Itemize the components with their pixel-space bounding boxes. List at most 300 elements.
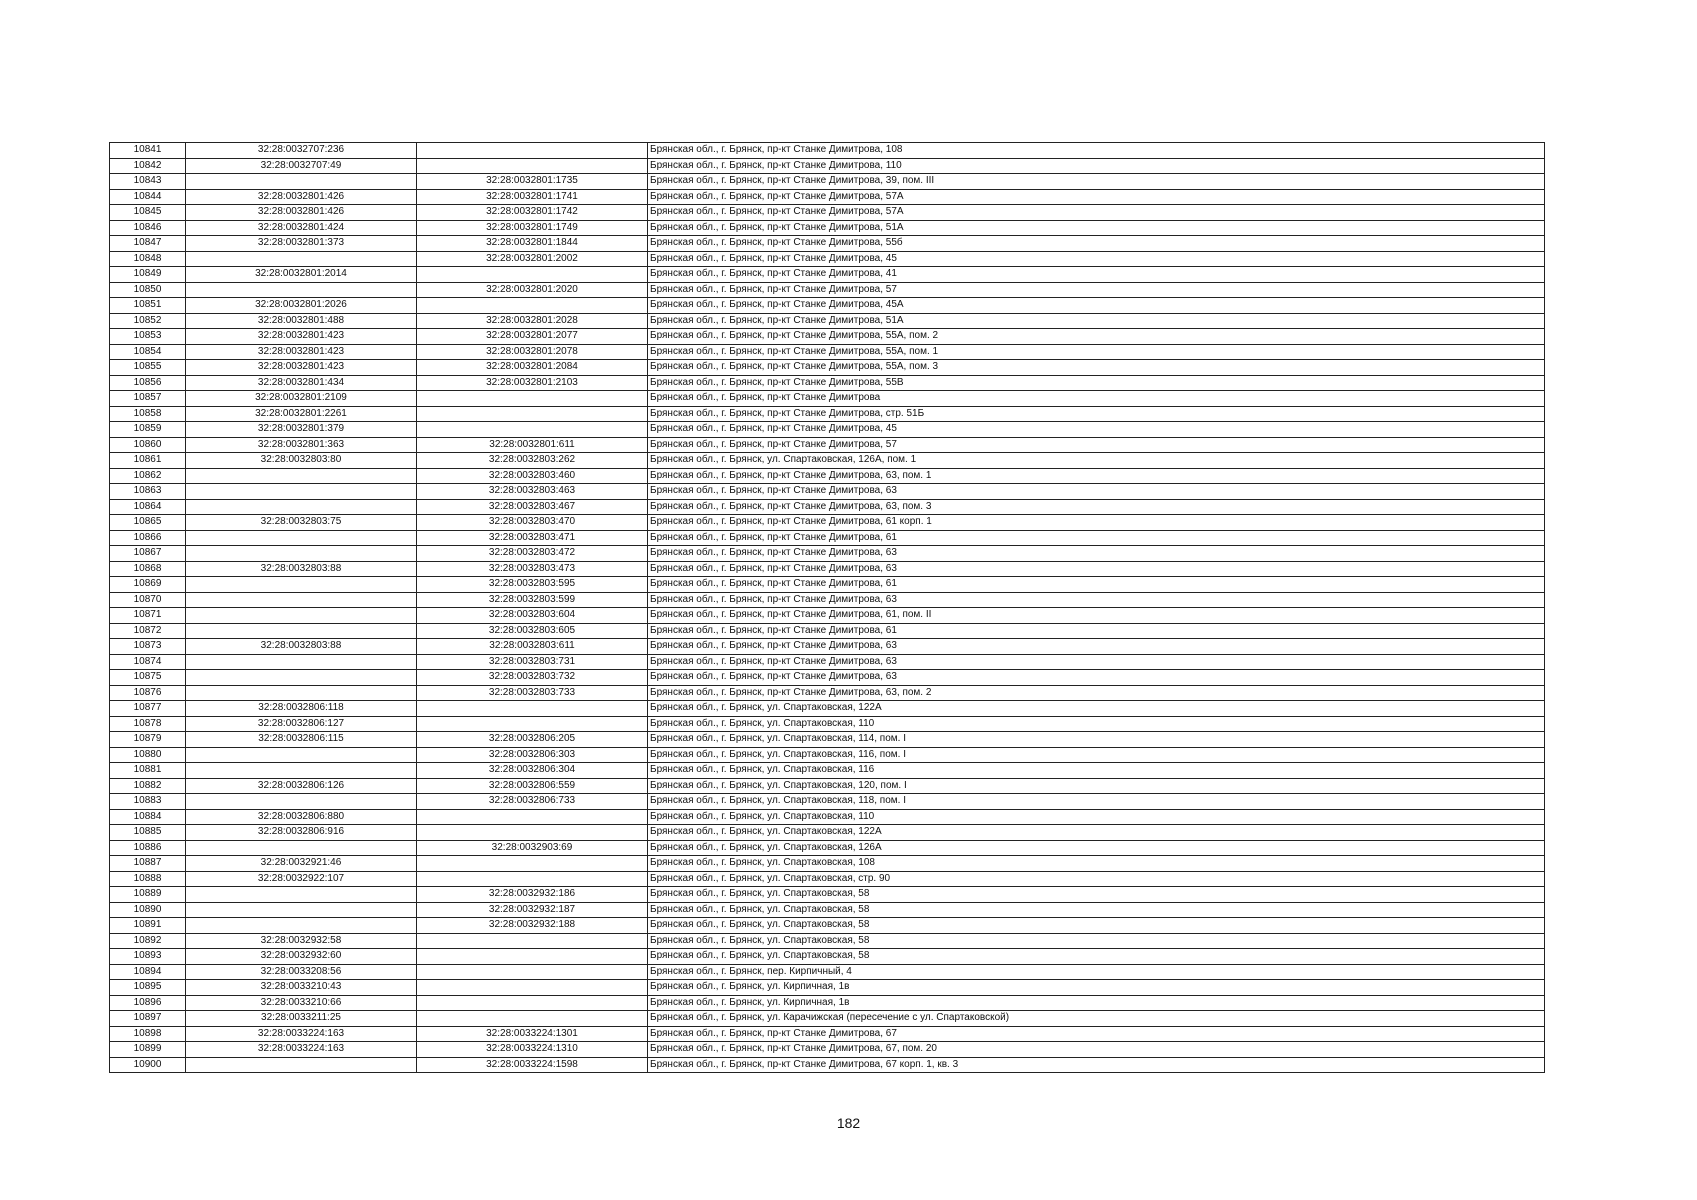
object-cadastral-number-cell: 32:28:0032801:1844 [417, 236, 648, 252]
address-cell: Брянская обл., г. Брянск, пр-кт Станке Димитрова, 51А [648, 313, 1545, 329]
land-cadastral-number-cell [186, 251, 417, 267]
row-number-cell: 10853 [110, 329, 186, 345]
object-cadastral-number-cell: 32:28:0032803:599 [417, 592, 648, 608]
row-number-cell: 10888 [110, 871, 186, 887]
address-cell: Брянская обл., г. Брянск, пр-кт Станке Димитрова, 55А, пом. 3 [648, 360, 1545, 376]
table-row [110, 515, 1545, 531]
address-cell: Брянская обл., г. Брянск, пр-кт Станке Димитрова, 63, пом. 1 [648, 468, 1545, 484]
object-cadastral-number-cell [417, 856, 648, 872]
row-number-cell: 10854 [110, 344, 186, 360]
row-number-cell: 10875 [110, 670, 186, 686]
address-cell: Брянская обл., г. Брянск, пр-кт Станке Димитрова, 63 [648, 546, 1545, 562]
row-number-cell: 10882 [110, 778, 186, 794]
land-cadastral-number-cell [186, 685, 417, 701]
row-number-cell: 10872 [110, 623, 186, 639]
address-cell: Брянская обл., г. Брянск, ул. Спартаковская, 122А [648, 701, 1545, 717]
land-cadastral-number-cell: 32:28:0032801:423 [186, 344, 417, 360]
table-row [110, 856, 1545, 872]
registry-table-body [110, 143, 1545, 1073]
land-cadastral-number-cell: 32:28:0032803:88 [186, 561, 417, 577]
table-row [110, 778, 1545, 794]
object-cadastral-number-cell [417, 995, 648, 1011]
row-number-cell: 10891 [110, 918, 186, 934]
object-cadastral-number-cell: 32:28:0032801:2002 [417, 251, 648, 267]
row-number-cell: 10843 [110, 174, 186, 190]
object-cadastral-number-cell [417, 422, 648, 438]
table-row [110, 437, 1545, 453]
row-number-cell: 10876 [110, 685, 186, 701]
object-cadastral-number-cell: 32:28:0032801:2028 [417, 313, 648, 329]
address-cell: Брянская обл., г. Брянск, пр-кт Станке Димитрова, стр. 51Б [648, 406, 1545, 422]
table-row [110, 220, 1545, 236]
object-cadastral-number-cell: 32:28:0032806:205 [417, 732, 648, 748]
row-number-cell: 10847 [110, 236, 186, 252]
table-row [110, 375, 1545, 391]
table-row [110, 205, 1545, 221]
object-cadastral-number-cell: 32:28:0032803:731 [417, 654, 648, 670]
table-row [110, 825, 1545, 841]
object-cadastral-number-cell [417, 809, 648, 825]
table-row [110, 670, 1545, 686]
address-cell: Брянская обл., г. Брянск, ул. Карачижская (пересечение с ул. Спартаковской) [648, 1011, 1545, 1027]
object-cadastral-number-cell [417, 964, 648, 980]
table-row [110, 1026, 1545, 1042]
table-row [110, 716, 1545, 732]
table-row [110, 499, 1545, 515]
object-cadastral-number-cell: 32:28:0033224:1310 [417, 1042, 648, 1058]
land-cadastral-number-cell: 32:28:0032922:107 [186, 871, 417, 887]
table-row [110, 422, 1545, 438]
address-cell: Брянская обл., г. Брянск, пр-кт Станке Димитрова, 55А, пом. 1 [648, 344, 1545, 360]
land-cadastral-number-cell [186, 763, 417, 779]
row-number-cell: 10869 [110, 577, 186, 593]
address-cell: Брянская обл., г. Брянск, ул. Спартаковская, 110 [648, 716, 1545, 732]
row-number-cell: 10885 [110, 825, 186, 841]
object-cadastral-number-cell: 32:28:0032803:733 [417, 685, 648, 701]
object-cadastral-number-cell: 32:28:0032801:1742 [417, 205, 648, 221]
row-number-cell: 10844 [110, 189, 186, 205]
row-number-cell: 10848 [110, 251, 186, 267]
table-row [110, 623, 1545, 639]
table-row [110, 592, 1545, 608]
row-number-cell: 10846 [110, 220, 186, 236]
address-cell: Брянская обл., г. Брянск, ул. Спартаковская, 108 [648, 856, 1545, 872]
land-cadastral-number-cell: 32:28:0032801:2109 [186, 391, 417, 407]
object-cadastral-number-cell: 32:28:0032803:470 [417, 515, 648, 531]
row-number-cell: 10900 [110, 1057, 186, 1073]
land-cadastral-number-cell: 32:28:0033211:25 [186, 1011, 417, 1027]
row-number-cell: 10841 [110, 143, 186, 159]
row-number-cell: 10890 [110, 902, 186, 918]
object-cadastral-number-cell [417, 716, 648, 732]
object-cadastral-number-cell [417, 406, 648, 422]
table-row [110, 871, 1545, 887]
land-cadastral-number-cell: 32:28:0032801:426 [186, 205, 417, 221]
object-cadastral-number-cell: 32:28:0032801:1741 [417, 189, 648, 205]
table-row [110, 685, 1545, 701]
address-cell: Брянская обл., г. Брянск, ул. Спартаковская, 114, пом. I [648, 732, 1545, 748]
address-cell: Брянская обл., г. Брянск, пр-кт Станке Димитрова, 63 [648, 484, 1545, 500]
address-cell: Брянская обл., г. Брянск, пр-кт Станке Димитрова, 55В [648, 375, 1545, 391]
object-cadastral-number-cell: 32:28:0032801:2103 [417, 375, 648, 391]
address-cell: Брянская обл., г. Брянск, пр-кт Станке Димитрова, 63 [648, 561, 1545, 577]
object-cadastral-number-cell: 32:28:0033224:1301 [417, 1026, 648, 1042]
object-cadastral-number-cell: 32:28:0032806:303 [417, 747, 648, 763]
object-cadastral-number-cell: 32:28:0032803:595 [417, 577, 648, 593]
object-cadastral-number-cell: 32:28:0032803:473 [417, 561, 648, 577]
row-number-cell: 10884 [110, 809, 186, 825]
land-cadastral-number-cell [186, 577, 417, 593]
land-cadastral-number-cell [186, 592, 417, 608]
address-cell: Брянская обл., г. Брянск, пр-кт Станке Димитрова, 55б [648, 236, 1545, 252]
table-row [110, 732, 1545, 748]
row-number-cell: 10893 [110, 949, 186, 965]
address-cell: Брянская обл., г. Брянск, пр-кт Станке Димитрова, 57 [648, 282, 1545, 298]
row-number-cell: 10897 [110, 1011, 186, 1027]
row-number-cell: 10871 [110, 608, 186, 624]
object-cadastral-number-cell: 32:28:0032801:1749 [417, 220, 648, 236]
land-cadastral-number-cell [186, 282, 417, 298]
address-cell: Брянская обл., г. Брянск, пр-кт Станке Димитрова, 61 [648, 530, 1545, 546]
object-cadastral-number-cell: 32:28:0032806:304 [417, 763, 648, 779]
address-cell: Брянская обл., г. Брянск, ул. Спартаковская, 58 [648, 949, 1545, 965]
land-cadastral-number-cell: 32:28:0033208:56 [186, 964, 417, 980]
object-cadastral-number-cell: 32:28:0032803:732 [417, 670, 648, 686]
row-number-cell: 10878 [110, 716, 186, 732]
land-cadastral-number-cell: 32:28:0032921:46 [186, 856, 417, 872]
table-row [110, 887, 1545, 903]
land-cadastral-number-cell [186, 670, 417, 686]
land-cadastral-number-cell: 32:28:0033210:66 [186, 995, 417, 1011]
land-cadastral-number-cell: 32:28:0032801:423 [186, 360, 417, 376]
table-row [110, 251, 1545, 267]
table-row [110, 391, 1545, 407]
object-cadastral-number-cell: 32:28:0032803:611 [417, 639, 648, 655]
land-cadastral-number-cell [186, 1057, 417, 1073]
land-cadastral-number-cell: 32:28:0032707:49 [186, 158, 417, 174]
row-number-cell: 10859 [110, 422, 186, 438]
row-number-cell: 10883 [110, 794, 186, 810]
object-cadastral-number-cell: 32:28:0032932:186 [417, 887, 648, 903]
table-row [110, 236, 1545, 252]
table-row [110, 577, 1545, 593]
table-row [110, 468, 1545, 484]
table-row [110, 980, 1545, 996]
address-cell: Брянская обл., г. Брянск, пр-кт Станке Димитрова, 51А [648, 220, 1545, 236]
address-cell: Брянская обл., г. Брянск, ул. Кирпичная, 1в [648, 980, 1545, 996]
address-cell: Брянская обл., г. Брянск, пр-кт Станке Димитрова, 61 [648, 577, 1545, 593]
object-cadastral-number-cell: 32:28:0032801:1735 [417, 174, 648, 190]
land-cadastral-number-cell: 32:28:0032801:488 [186, 313, 417, 329]
registry-table [109, 142, 1545, 1073]
object-cadastral-number-cell [417, 980, 648, 996]
table-row [110, 639, 1545, 655]
row-number-cell: 10879 [110, 732, 186, 748]
table-row [110, 484, 1545, 500]
object-cadastral-number-cell: 32:28:0032932:188 [417, 918, 648, 934]
land-cadastral-number-cell: 32:28:0032803:80 [186, 453, 417, 469]
address-cell: Брянская обл., г. Брянск, пр-кт Станке Димитрова, 67, пом. 20 [648, 1042, 1545, 1058]
table-row [110, 747, 1545, 763]
land-cadastral-number-cell [186, 747, 417, 763]
object-cadastral-number-cell: 32:28:0032801:2078 [417, 344, 648, 360]
row-number-cell: 10899 [110, 1042, 186, 1058]
land-cadastral-number-cell: 32:28:0032806:126 [186, 778, 417, 794]
object-cadastral-number-cell: 32:28:0032806:559 [417, 778, 648, 794]
object-cadastral-number-cell: 32:28:0032803:463 [417, 484, 648, 500]
land-cadastral-number-cell [186, 530, 417, 546]
table-row [110, 995, 1545, 1011]
row-number-cell: 10880 [110, 747, 186, 763]
object-cadastral-number-cell [417, 871, 648, 887]
table-row [110, 1057, 1545, 1073]
table-row [110, 143, 1545, 159]
table-row [110, 360, 1545, 376]
address-cell: Брянская обл., г. Брянск, пр-кт Станке Димитрова, 45 [648, 422, 1545, 438]
row-number-cell: 10892 [110, 933, 186, 949]
row-number-cell: 10870 [110, 592, 186, 608]
land-cadastral-number-cell [186, 887, 417, 903]
object-cadastral-number-cell [417, 701, 648, 717]
object-cadastral-number-cell [417, 825, 648, 841]
address-cell: Брянская обл., г. Брянск, ул. Спартаковская, 118, пом. I [648, 794, 1545, 810]
row-number-cell: 10849 [110, 267, 186, 283]
row-number-cell: 10845 [110, 205, 186, 221]
address-cell: Брянская обл., г. Брянск, пр-кт Станке Димитрова, 67 корп. 1, кв. 3 [648, 1057, 1545, 1073]
row-number-cell: 10896 [110, 995, 186, 1011]
land-cadastral-number-cell: 32:28:0032806:118 [186, 701, 417, 717]
address-cell: Брянская обл., г. Брянск, ул. Спартаковская, стр. 90 [648, 871, 1545, 887]
table-row [110, 174, 1545, 190]
land-cadastral-number-cell: 32:28:0032707:236 [186, 143, 417, 159]
address-cell: Брянская обл., г. Брянск, пр-кт Станке Димитрова, 61, пом. II [648, 608, 1545, 624]
row-number-cell: 10860 [110, 437, 186, 453]
address-cell: Брянская обл., г. Брянск, ул. Спартаковская, 120, пом. I [648, 778, 1545, 794]
row-number-cell: 10862 [110, 468, 186, 484]
row-number-cell: 10855 [110, 360, 186, 376]
address-cell: Брянская обл., г. Брянск, пр-кт Станке Димитрова, 63 [648, 670, 1545, 686]
address-cell: Брянская обл., г. Брянск, пр-кт Станке Димитрова, 55А, пом. 2 [648, 329, 1545, 345]
object-cadastral-number-cell [417, 143, 648, 159]
object-cadastral-number-cell [417, 267, 648, 283]
address-cell: Брянская обл., г. Брянск, ул. Спартаковская, 122А [648, 825, 1545, 841]
land-cadastral-number-cell [186, 468, 417, 484]
address-cell: Брянская обл., г. Брянск, ул. Кирпичная, 1в [648, 995, 1545, 1011]
row-number-cell: 10861 [110, 453, 186, 469]
object-cadastral-number-cell: 32:28:0032803:604 [417, 608, 648, 624]
row-number-cell: 10894 [110, 964, 186, 980]
row-number-cell: 10858 [110, 406, 186, 422]
object-cadastral-number-cell: 32:28:0032803:467 [417, 499, 648, 515]
table-row [110, 298, 1545, 314]
land-cadastral-number-cell [186, 484, 417, 500]
row-number-cell: 10850 [110, 282, 186, 298]
address-cell: Брянская обл., г. Брянск, пр-кт Станке Димитрова, 110 [648, 158, 1545, 174]
table-row [110, 546, 1545, 562]
land-cadastral-number-cell: 32:28:0032801:424 [186, 220, 417, 236]
object-cadastral-number-cell [417, 298, 648, 314]
row-number-cell: 10842 [110, 158, 186, 174]
row-number-cell: 10881 [110, 763, 186, 779]
object-cadastral-number-cell: 32:28:0032932:187 [417, 902, 648, 918]
table-row [110, 158, 1545, 174]
table-row [110, 964, 1545, 980]
page-number: 182 [836, 1115, 861, 1131]
table-row [110, 949, 1545, 965]
row-number-cell: 10866 [110, 530, 186, 546]
table-row [110, 406, 1545, 422]
row-number-cell: 10898 [110, 1026, 186, 1042]
address-cell: Брянская обл., г. Брянск, пр-кт Станке Димитрова, 67 [648, 1026, 1545, 1042]
object-cadastral-number-cell: 32:28:0032803:472 [417, 546, 648, 562]
address-cell: Брянская обл., г. Брянск, пр-кт Станке Димитрова, 41 [648, 267, 1545, 283]
object-cadastral-number-cell: 32:28:0033224:1598 [417, 1057, 648, 1073]
table-row [110, 189, 1545, 205]
table-row [110, 313, 1545, 329]
table-row [110, 530, 1545, 546]
address-cell: Брянская обл., г. Брянск, пр-кт Станке Димитрова, 39, пом. III [648, 174, 1545, 190]
land-cadastral-number-cell: 32:28:0032801:434 [186, 375, 417, 391]
object-cadastral-number-cell: 32:28:0032801:611 [417, 437, 648, 453]
address-cell: Брянская обл., г. Брянск, ул. Спартаковская, 58 [648, 918, 1545, 934]
table-row [110, 561, 1545, 577]
land-cadastral-number-cell: 32:28:0032806:916 [186, 825, 417, 841]
row-number-cell: 10856 [110, 375, 186, 391]
land-cadastral-number-cell: 32:28:0032806:115 [186, 732, 417, 748]
row-number-cell: 10873 [110, 639, 186, 655]
object-cadastral-number-cell: 32:28:0032801:2020 [417, 282, 648, 298]
land-cadastral-number-cell: 32:28:0032801:379 [186, 422, 417, 438]
land-cadastral-number-cell [186, 499, 417, 515]
table-row [110, 902, 1545, 918]
land-cadastral-number-cell [186, 794, 417, 810]
object-cadastral-number-cell [417, 949, 648, 965]
table-row [110, 329, 1545, 345]
object-cadastral-number-cell [417, 1011, 648, 1027]
table-row [110, 654, 1545, 670]
table-row [110, 840, 1545, 856]
land-cadastral-number-cell [186, 840, 417, 856]
table-row [110, 282, 1545, 298]
row-number-cell: 10877 [110, 701, 186, 717]
table-row [110, 933, 1545, 949]
row-number-cell: 10868 [110, 561, 186, 577]
object-cadastral-number-cell: 32:28:0032803:262 [417, 453, 648, 469]
table-row [110, 918, 1545, 934]
object-cadastral-number-cell [417, 158, 648, 174]
land-cadastral-number-cell [186, 623, 417, 639]
address-cell: Брянская обл., г. Брянск, пр-кт Станке Димитрова, 63 [648, 639, 1545, 655]
row-number-cell: 10864 [110, 499, 186, 515]
address-cell: Брянская обл., г. Брянск, пр-кт Станке Димитрова, 63 [648, 592, 1545, 608]
address-cell: Брянская обл., г. Брянск, ул. Спартаковская, 58 [648, 902, 1545, 918]
row-number-cell: 10887 [110, 856, 186, 872]
address-cell: Брянская обл., г. Брянск, ул. Спартаковская, 126А [648, 840, 1545, 856]
table-row [110, 608, 1545, 624]
address-cell: Брянская обл., г. Брянск, ул. Спартаковская, 110 [648, 809, 1545, 825]
address-cell: Брянская обл., г. Брянск, ул. Спартаковская, 116, пом. I [648, 747, 1545, 763]
land-cadastral-number-cell: 32:28:0032803:75 [186, 515, 417, 531]
address-cell: Брянская обл., г. Брянск, пр-кт Станке Димитрова, 57А [648, 205, 1545, 221]
address-cell: Брянская обл., г. Брянск, пер. Кирпичный, 4 [648, 964, 1545, 980]
row-number-cell: 10857 [110, 391, 186, 407]
address-cell: Брянская обл., г. Брянск, пр-кт Станке Димитрова, 63 [648, 654, 1545, 670]
table-row [110, 267, 1545, 283]
address-cell: Брянская обл., г. Брянск, пр-кт Станке Димитрова [648, 391, 1545, 407]
address-cell: Брянская обл., г. Брянск, ул. Спартаковская, 116 [648, 763, 1545, 779]
row-number-cell: 10886 [110, 840, 186, 856]
object-cadastral-number-cell: 32:28:0032806:733 [417, 794, 648, 810]
land-cadastral-number-cell: 32:28:0033210:43 [186, 980, 417, 996]
object-cadastral-number-cell: 32:28:0032803:605 [417, 623, 648, 639]
row-number-cell: 10851 [110, 298, 186, 314]
land-cadastral-number-cell: 32:28:0032801:423 [186, 329, 417, 345]
address-cell: Брянская обл., г. Брянск, пр-кт Станке Димитрова, 63, пом. 3 [648, 499, 1545, 515]
table-row [110, 763, 1545, 779]
object-cadastral-number-cell: 32:28:0032803:471 [417, 530, 648, 546]
land-cadastral-number-cell: 32:28:0032806:880 [186, 809, 417, 825]
land-cadastral-number-cell: 32:28:0032801:426 [186, 189, 417, 205]
row-number-cell: 10852 [110, 313, 186, 329]
address-cell: Брянская обл., г. Брянск, пр-кт Станке Димитрова, 57А [648, 189, 1545, 205]
address-cell: Брянская обл., г. Брянск, ул. Спартаковская, 58 [648, 887, 1545, 903]
address-cell: Брянская обл., г. Брянск, пр-кт Станке Димитрова, 45А [648, 298, 1545, 314]
land-cadastral-number-cell [186, 902, 417, 918]
table-row [110, 1042, 1545, 1058]
table-row [110, 1011, 1545, 1027]
address-cell: Брянская обл., г. Брянск, пр-кт Станке Димитрова, 57 [648, 437, 1545, 453]
address-cell: Брянская обл., г. Брянск, ул. Спартаковская, 58 [648, 933, 1545, 949]
address-cell: Брянская обл., г. Брянск, пр-кт Станке Димитрова, 61 корп. 1 [648, 515, 1545, 531]
address-cell: Брянская обл., г. Брянск, пр-кт Станке Димитрова, 63, пом. 2 [648, 685, 1545, 701]
land-cadastral-number-cell [186, 654, 417, 670]
address-cell: Брянская обл., г. Брянск, пр-кт Станке Димитрова, 45 [648, 251, 1545, 267]
row-number-cell: 10889 [110, 887, 186, 903]
land-cadastral-number-cell [186, 918, 417, 934]
land-cadastral-number-cell: 32:28:0032932:60 [186, 949, 417, 965]
land-cadastral-number-cell [186, 174, 417, 190]
object-cadastral-number-cell: 32:28:0032903:69 [417, 840, 648, 856]
land-cadastral-number-cell: 32:28:0033224:163 [186, 1026, 417, 1042]
table-row [110, 344, 1545, 360]
table-row [110, 809, 1545, 825]
row-number-cell: 10863 [110, 484, 186, 500]
object-cadastral-number-cell: 32:28:0032803:460 [417, 468, 648, 484]
land-cadastral-number-cell [186, 546, 417, 562]
land-cadastral-number-cell: 32:28:0032801:2026 [186, 298, 417, 314]
row-number-cell: 10895 [110, 980, 186, 996]
land-cadastral-number-cell: 32:28:0033224:163 [186, 1042, 417, 1058]
row-number-cell: 10874 [110, 654, 186, 670]
land-cadastral-number-cell: 32:28:0032801:2261 [186, 406, 417, 422]
object-cadastral-number-cell [417, 933, 648, 949]
row-number-cell: 10867 [110, 546, 186, 562]
land-cadastral-number-cell: 32:28:0032803:88 [186, 639, 417, 655]
address-cell: Брянская обл., г. Брянск, пр-кт Станке Димитрова, 61 [648, 623, 1545, 639]
object-cadastral-number-cell: 32:28:0032801:2084 [417, 360, 648, 376]
land-cadastral-number-cell: 32:28:0032801:2014 [186, 267, 417, 283]
land-cadastral-number-cell [186, 608, 417, 624]
table-row [110, 701, 1545, 717]
object-cadastral-number-cell [417, 391, 648, 407]
row-number-cell: 10865 [110, 515, 186, 531]
address-cell: Брянская обл., г. Брянск, ул. Спартаковская, 126А, пом. 1 [648, 453, 1545, 469]
table-row [110, 794, 1545, 810]
table-row [110, 453, 1545, 469]
land-cadastral-number-cell: 32:28:0032801:363 [186, 437, 417, 453]
address-cell: Брянская обл., г. Брянск, пр-кт Станке Димитрова, 108 [648, 143, 1545, 159]
object-cadastral-number-cell: 32:28:0032801:2077 [417, 329, 648, 345]
